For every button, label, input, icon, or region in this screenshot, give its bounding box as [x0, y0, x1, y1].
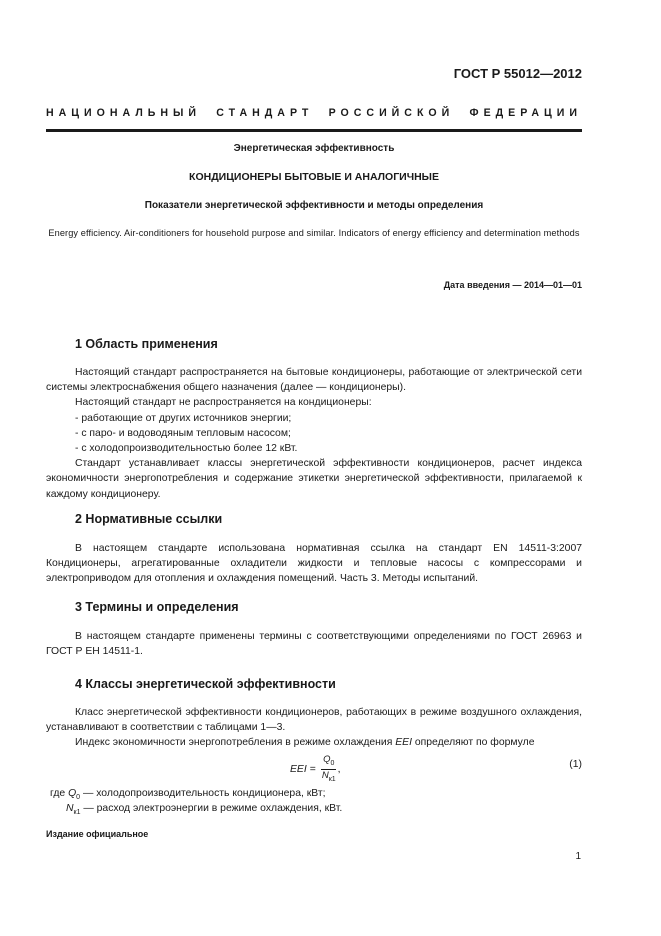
section-1-paragraph-1: Настоящий стандарт распространяется на бытовые кондиционеры, работающие от электрической сети системы электроснабжения общего назначения (далее — кондиционеры). [46, 367, 582, 394]
formula-numerator-sub: 0 [330, 759, 335, 767]
formula-number: (1) [569, 759, 582, 770]
where-n-symbol: N [66, 803, 74, 814]
formula-denominator [320, 770, 338, 786]
title-line-3: Показатели энергетической эффективности и методы определения [144, 200, 484, 211]
section-1-bullet-1: - работающие от других источников энергии; [75, 412, 292, 424]
section-1-paragraph-2: Настоящий стандарт не распространяется на кондиционеры: [75, 397, 372, 409]
formula-denominator-symbol: N [321, 769, 329, 781]
formula-tail: , [337, 764, 341, 776]
where-q-symbol: Q [68, 788, 77, 799]
official-edition-note: Издание официальное [46, 829, 149, 839]
section-1-paragraph-3: Стандарт устанавливает классы энергетической эффективности кондиционеров, расчет индекса экономичности энергопотребления и содержание этикетки энергетической эффективности, прилагаемой к каждому кондиционеру. [46, 458, 582, 500]
eei-symbol: EEI [395, 737, 412, 749]
formula-numerator [321, 754, 336, 770]
where-n-description: — расход электроэнергии в режиме охлаждения, кВт. [80, 803, 343, 814]
formula-1 [290, 754, 341, 786]
page-number: 1 [575, 851, 581, 862]
section-1-bullet-2: - с паро- и водоводяным тепловым насосом; [75, 427, 291, 439]
national-standard-banner: НАЦИОНАЛЬНЫЙ СТАНДАРТ РОССИЙСКОЙ ФЕДЕРАЦИИ [46, 107, 582, 119]
title-line-1: Энергетическая эффективность [233, 143, 395, 154]
section-1-body [46, 365, 582, 502]
title-english: Energy efficiency. Air-conditioners for household purpose and similar. Indicators of energy efficiency and determination methods [48, 228, 580, 238]
where-line-n [66, 801, 342, 820]
header-rule [46, 129, 582, 132]
section-4-paragraph-2 [46, 735, 582, 750]
section-2-heading: 2 Нормативные ссылки [75, 512, 223, 526]
document-code: ГОСТ Р 55012—2012 [453, 66, 582, 81]
where-n-sub: к1 [73, 809, 81, 817]
title-line-2: КОНДИЦИОНЕРЫ БЫТОВЫЕ И АНАЛОГИЧНЫЕ [189, 171, 439, 183]
section-4-paragraph-1: Класс энергетической эффективности кондиционеров, работающих в режиме воздушного охлаждения, устанавливают в соответствии с таблицами 1—3. [46, 707, 582, 734]
formula-numerator-symbol: Q [323, 754, 331, 765]
formula-lhs: EEI [290, 764, 307, 776]
section-4-paragraph-2-text: Индекс экономичности энергопотребления в режиме охлаждения EEI определяют по формуле [75, 737, 535, 749]
where-q-description: — холодопроизводительность кондиционера, кВт; [80, 788, 326, 799]
section-4-heading: 4 Классы энергетической эффективности [75, 677, 336, 691]
where-prefix: где [50, 788, 66, 799]
section-3-paragraph-1: В настоящем стандарте применены термины с соответствующими определениями по ГОСТ 26963 и ГОСТ Р ЕН 14511-1. [46, 631, 582, 658]
introduction-date: Дата введения — 2014—01—01 [443, 280, 582, 290]
formula-fraction [320, 754, 338, 786]
section-2-body [46, 541, 582, 587]
section-1-heading: 1 Область применения [75, 337, 218, 351]
formula-equals: = [309, 764, 316, 776]
section-3-body [46, 629, 582, 659]
formula-denominator-sub: к1 [328, 775, 336, 783]
section-3-heading: 3 Термины и определения [75, 600, 239, 614]
section-1-bullet-3: - с холодопроизводительностью более 12 кВт. [75, 443, 298, 455]
where-q-sub: 0 [76, 794, 81, 802]
section-4-body [46, 705, 582, 751]
section-2-paragraph-1: В настоящем стандарте использована нормативная ссылка на стандарт EN 14511-3:2007 Кондиционеры, агрегатированные охладители жидкости и тепловые насосы с компрессорами и электроприводом для отопления и охлаждения помещений. Часть 3. Методы испытаний. [46, 543, 582, 585]
